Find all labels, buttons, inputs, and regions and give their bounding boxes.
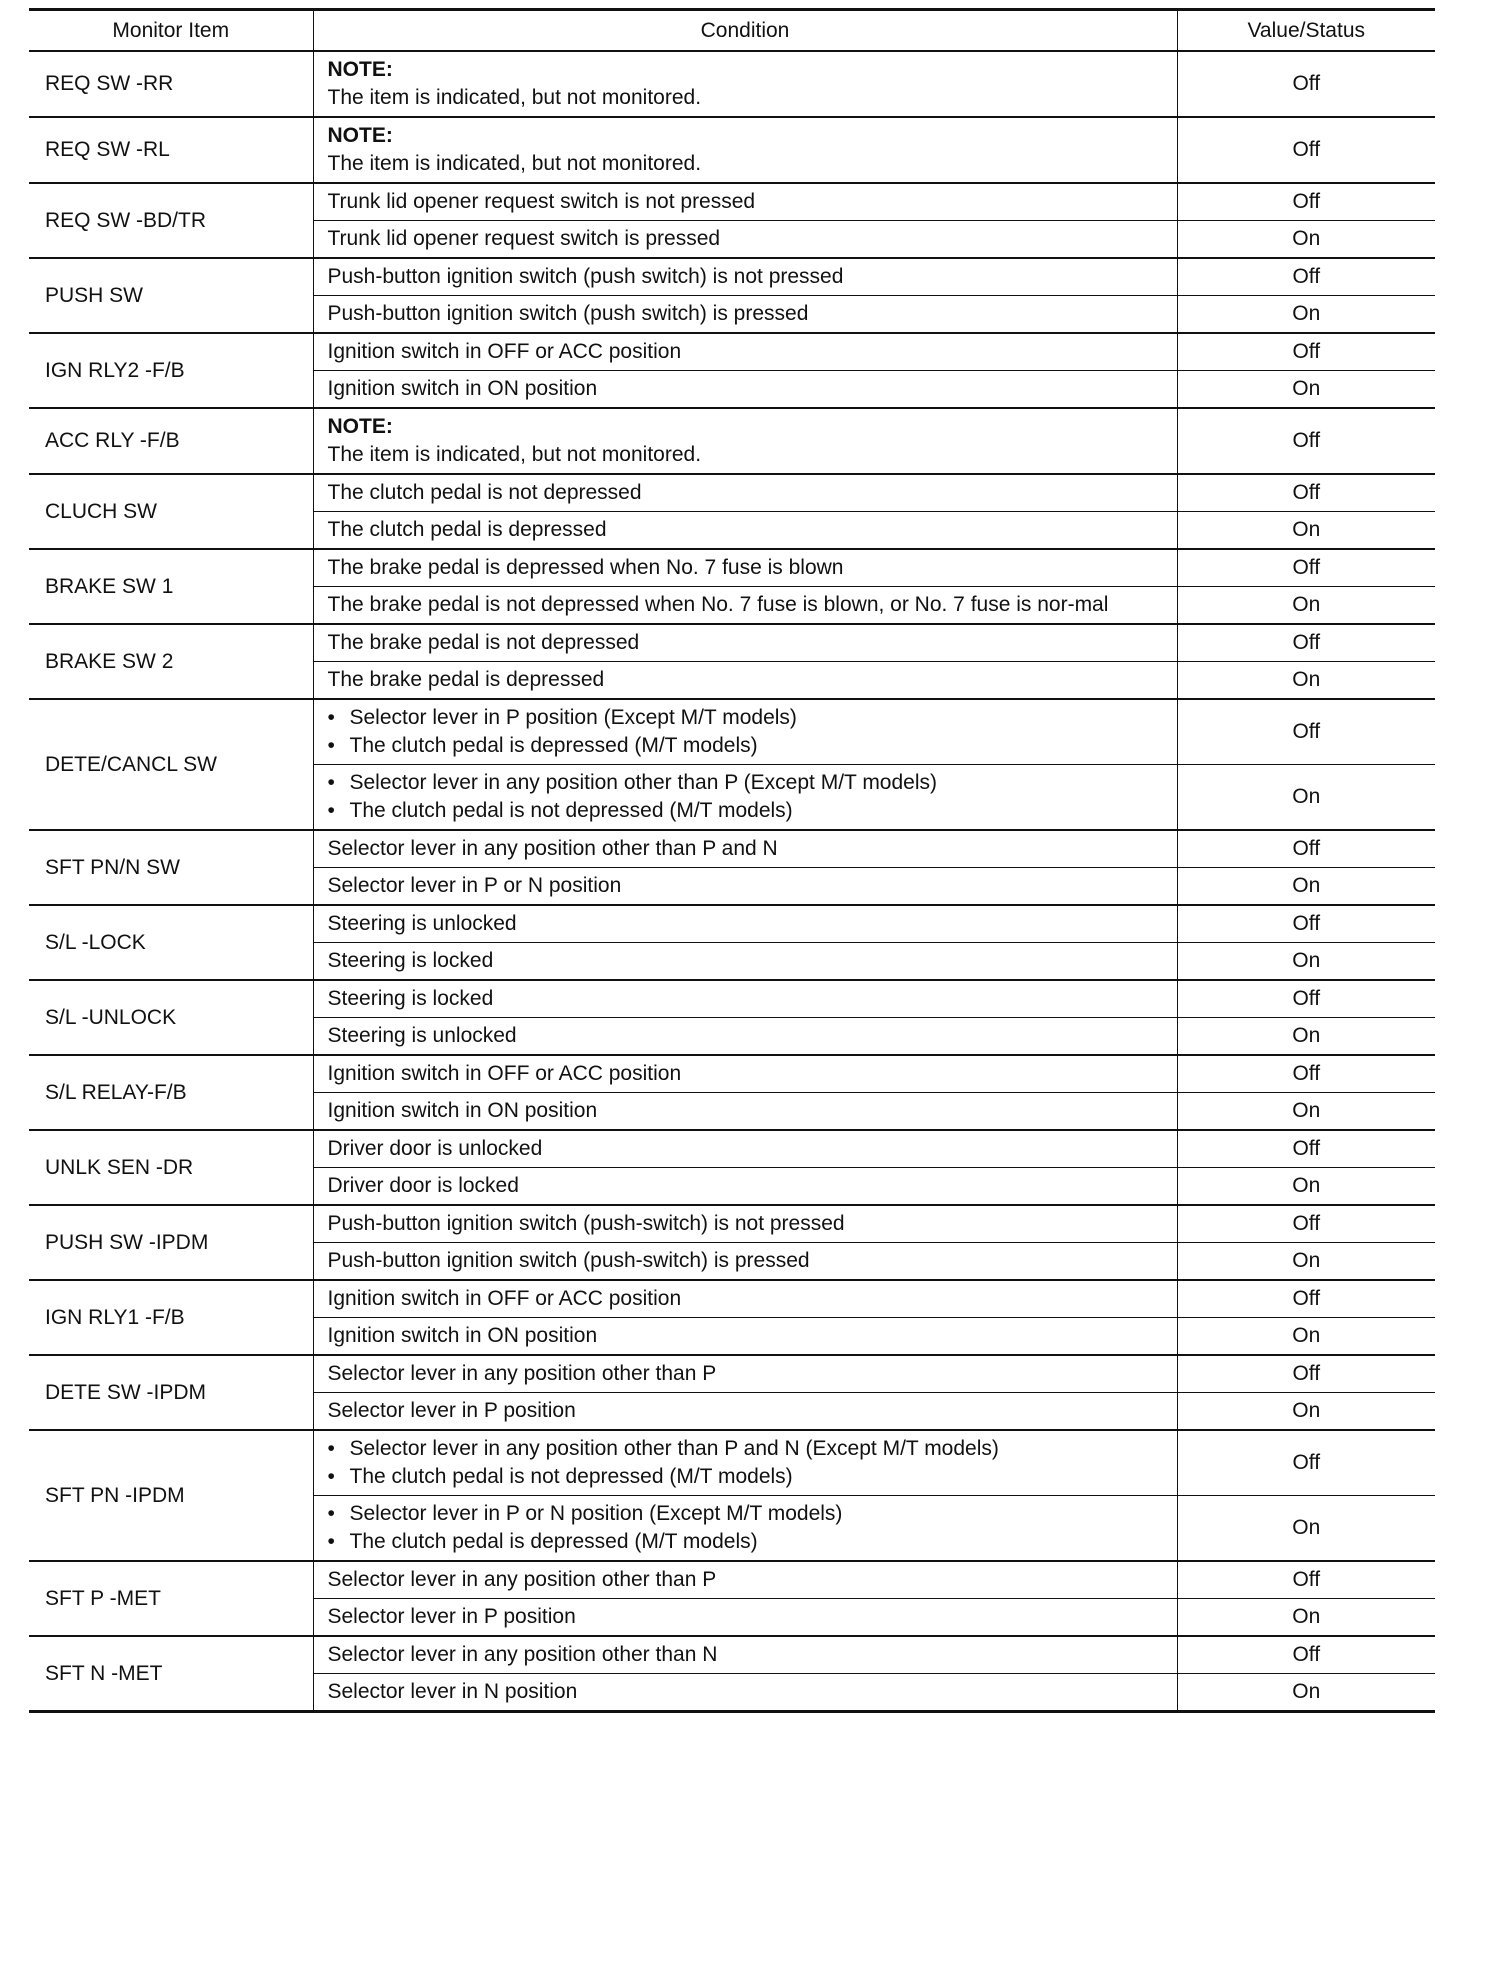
header-value-status: Value/Status xyxy=(1177,10,1435,52)
bullet-icon: • xyxy=(327,771,335,794)
table-row xyxy=(29,624,1435,662)
bullet-text: Selector lever in any position other than P and N (Except M/T models) xyxy=(349,1437,999,1460)
condition-cell xyxy=(313,1430,1177,1496)
condition-cell xyxy=(313,1636,1177,1674)
bullet-item xyxy=(328,797,1163,825)
bullet-item xyxy=(328,1528,1163,1556)
bullet-item xyxy=(328,1463,1163,1491)
monitor-item-cell: IGN RLY1 -F/B xyxy=(29,1280,313,1355)
value-status-cell: On xyxy=(1177,1168,1435,1206)
table-row xyxy=(29,699,1435,765)
condition-cell xyxy=(313,662,1177,700)
condition-text: The clutch pedal is depressed xyxy=(327,518,607,541)
value-status-cell: On xyxy=(1177,662,1435,700)
condition-cell xyxy=(313,1355,1177,1393)
bullet-text: Selector lever in P or N position (Except M/T models) xyxy=(349,1502,843,1525)
monitor-item-cell: REQ SW -RR xyxy=(45,72,174,95)
table-row xyxy=(29,117,1435,183)
monitor-item-cell: REQ SW -BD/TR xyxy=(29,183,313,258)
monitor-item-cell: SFT P -MET xyxy=(29,1561,313,1636)
value-status-cell: Off xyxy=(1177,549,1435,587)
condition-cell xyxy=(313,1093,1177,1131)
value-status-cell: Off xyxy=(1177,474,1435,512)
value-status-cell: On xyxy=(1177,765,1435,831)
condition-text: Driver door is locked xyxy=(327,1174,519,1197)
value-status-cell: On xyxy=(1177,1496,1435,1562)
condition-text: Selector lever in any position other than P xyxy=(327,1362,717,1385)
monitor-item-cell: UNLK SEN -DR xyxy=(29,1130,313,1205)
condition-cell xyxy=(313,699,1177,765)
condition-cell xyxy=(313,258,1177,296)
value-status-cell: On xyxy=(1177,512,1435,550)
monitor-item-cell: S/L -UNLOCK xyxy=(29,980,313,1055)
monitor-item-cell: CLUCH SW xyxy=(29,474,313,549)
bullet-text: Selector lever in P position (Except M/T models) xyxy=(349,706,797,729)
condition-cell xyxy=(313,474,1177,512)
condition-cell xyxy=(313,943,1177,981)
monitor-item-cell: DETE SW -IPDM xyxy=(29,1355,313,1430)
table-row xyxy=(29,1636,1435,1674)
value-status-cell: Off xyxy=(1177,1130,1435,1168)
condition-text: The clutch pedal is not depressed xyxy=(327,481,642,504)
monitor-item-cell: PUSH SW xyxy=(29,258,313,333)
value-status-cell: Off xyxy=(1177,1280,1435,1318)
value-status-cell: Off xyxy=(1177,830,1435,868)
monitor-item-cell: SFT PN -IPDM xyxy=(29,1430,313,1561)
value-status-cell: On xyxy=(1177,943,1435,981)
bullet-item xyxy=(328,769,1163,797)
condition-cell xyxy=(313,51,1177,117)
bullet-item xyxy=(328,1435,1163,1463)
table-row xyxy=(29,474,1435,512)
condition-text: The brake pedal is not depressed xyxy=(327,631,640,654)
condition-text: Selector lever in P position xyxy=(327,1605,576,1628)
condition-cell xyxy=(313,980,1177,1018)
value-status-cell: On xyxy=(1177,221,1435,259)
table-row xyxy=(29,183,1435,221)
condition-text: Push-button ignition switch (push switch) is pressed xyxy=(327,302,809,325)
condition-cell xyxy=(313,587,1177,625)
value-status-cell: Off xyxy=(1177,258,1435,296)
table-row xyxy=(29,1130,1435,1168)
condition-text: The item is indicated, but not monitored. xyxy=(327,86,702,109)
table-row xyxy=(29,830,1435,868)
value-status-cell: Off xyxy=(1177,333,1435,371)
value-status-cell: Off xyxy=(1177,51,1435,117)
condition-cell xyxy=(313,371,1177,409)
bullet-text: The clutch pedal is not depressed (M/T models) xyxy=(349,1465,793,1488)
bullet-icon: • xyxy=(327,799,335,822)
condition-cell xyxy=(313,296,1177,334)
value-status-cell: Off xyxy=(1177,1636,1435,1674)
value-status-cell: Off xyxy=(1177,1205,1435,1243)
value-status-cell: On xyxy=(1177,1318,1435,1356)
condition-text: Selector lever in P position xyxy=(327,1399,576,1422)
condition-text: Steering is unlocked xyxy=(327,912,517,935)
value-status-cell: On xyxy=(1177,587,1435,625)
table-row xyxy=(29,258,1435,296)
table-body xyxy=(29,51,1435,1712)
table-row xyxy=(29,980,1435,1018)
value-status-cell: Off xyxy=(1177,117,1435,183)
value-status-cell: Off xyxy=(1177,1561,1435,1599)
monitor-item-cell: DETE/CANCL SW xyxy=(29,699,313,830)
value-status-cell: On xyxy=(1177,1393,1435,1431)
value-status-cell: Off xyxy=(1177,905,1435,943)
condition-text: Selector lever in any position other than P xyxy=(327,1568,717,1591)
condition-cell xyxy=(313,624,1177,662)
condition-cell xyxy=(313,1280,1177,1318)
bullet-text: Selector lever in any position other than P (Except M/T models) xyxy=(349,771,938,794)
condition-cell xyxy=(313,1205,1177,1243)
value-status-cell: On xyxy=(1177,296,1435,334)
condition-text: The item is indicated, but not monitored. xyxy=(327,443,702,466)
bullet-item xyxy=(328,1500,1163,1528)
condition-text: Ignition switch in ON position xyxy=(327,1324,598,1347)
condition-text: Trunk lid opener request switch is not pressed xyxy=(327,190,756,213)
value-status-cell: Off xyxy=(1177,699,1435,765)
value-status-cell: On xyxy=(1177,868,1435,906)
condition-cell xyxy=(313,221,1177,259)
table-row xyxy=(29,1355,1435,1393)
condition-cell xyxy=(313,333,1177,371)
table-row xyxy=(29,1280,1435,1318)
table-row xyxy=(29,1205,1435,1243)
condition-text: Steering is unlocked xyxy=(327,1024,517,1047)
value-status-cell: On xyxy=(1177,371,1435,409)
condition-cell xyxy=(313,1674,1177,1712)
condition-text: Ignition switch in ON position xyxy=(327,377,598,400)
value-status-cell: Off xyxy=(1177,980,1435,1018)
condition-text: Ignition switch in ON position xyxy=(327,1099,598,1122)
condition-cell xyxy=(313,117,1177,183)
monitor-item-cell: SFT PN/N SW xyxy=(29,830,313,905)
condition-text: Selector lever in P or N position xyxy=(327,874,622,897)
table-row xyxy=(29,333,1435,371)
condition-cell xyxy=(313,1018,1177,1056)
note-label: NOTE: xyxy=(327,58,393,81)
bullet-icon: • xyxy=(327,1502,335,1525)
condition-cell xyxy=(313,830,1177,868)
note-label: NOTE: xyxy=(327,124,393,147)
value-status-cell: On xyxy=(1177,1018,1435,1056)
condition-text: Trunk lid opener request switch is pressed xyxy=(327,227,721,250)
condition-text: The brake pedal is depressed when No. 7 fuse is blown xyxy=(327,556,844,579)
condition-cell xyxy=(313,512,1177,550)
table-row xyxy=(29,1055,1435,1093)
condition-text: The item is indicated, but not monitored. xyxy=(327,152,702,175)
condition-cell xyxy=(313,868,1177,906)
value-status-cell: On xyxy=(1177,1093,1435,1131)
condition-cell xyxy=(313,765,1177,831)
condition-text: Steering is locked xyxy=(327,987,494,1010)
condition-cell xyxy=(313,1318,1177,1356)
condition-cell xyxy=(313,905,1177,943)
header-condition: Condition xyxy=(313,10,1177,52)
monitor-item-cell: S/L -LOCK xyxy=(29,905,313,980)
condition-cell xyxy=(313,1168,1177,1206)
condition-cell xyxy=(313,1561,1177,1599)
value-status-cell: On xyxy=(1177,1599,1435,1637)
condition-cell xyxy=(313,1243,1177,1281)
monitor-item-table xyxy=(29,8,1435,1713)
header-monitor-item: Monitor Item xyxy=(29,10,313,52)
value-status-cell: Off xyxy=(1177,408,1435,474)
condition-cell xyxy=(313,549,1177,587)
value-status-cell: Off xyxy=(1177,624,1435,662)
condition-text: Ignition switch in OFF or ACC position xyxy=(327,340,682,363)
bullet-icon: • xyxy=(327,706,335,729)
table-row xyxy=(29,1430,1435,1496)
bullet-text: The clutch pedal is depressed (M/T models) xyxy=(349,734,758,757)
condition-text: The brake pedal is not depressed when No. 7 fuse is blown, or No. 7 fuse is nor-mal xyxy=(327,593,1109,616)
bullet-icon: • xyxy=(327,1530,335,1553)
value-status-cell: Off xyxy=(1177,1355,1435,1393)
value-status-cell: Off xyxy=(1177,1430,1435,1496)
condition-cell xyxy=(313,1393,1177,1431)
table-row xyxy=(29,549,1435,587)
condition-cell xyxy=(313,1055,1177,1093)
value-status-cell: On xyxy=(1177,1674,1435,1712)
bullet-item xyxy=(328,704,1163,732)
monitor-item-cell: SFT N -MET xyxy=(29,1636,313,1712)
condition-text: The brake pedal is depressed xyxy=(327,668,605,691)
condition-cell xyxy=(313,1130,1177,1168)
condition-cell xyxy=(313,1599,1177,1637)
table-row xyxy=(29,905,1435,943)
table-row xyxy=(29,51,1435,117)
condition-text: Push-button ignition switch (push switch) is not pressed xyxy=(327,265,844,288)
bullet-text: The clutch pedal is depressed (M/T models) xyxy=(349,1530,758,1553)
condition-text: Ignition switch in OFF or ACC position xyxy=(327,1062,682,1085)
condition-text: Ignition switch in OFF or ACC position xyxy=(327,1287,682,1310)
monitor-item-cell: ACC RLY -F/B xyxy=(29,408,313,474)
monitor-item-cell: REQ SW -RL xyxy=(29,117,313,183)
monitor-item-cell: BRAKE SW 2 xyxy=(29,624,313,699)
value-status-cell: Off xyxy=(1177,1055,1435,1093)
table-row xyxy=(29,408,1435,474)
value-status-cell: Off xyxy=(1177,183,1435,221)
value-status-cell: On xyxy=(1177,1243,1435,1281)
bullet-text: The clutch pedal is not depressed (M/T models) xyxy=(349,799,793,822)
monitor-item-cell: PUSH SW -IPDM xyxy=(29,1205,313,1280)
condition-text: Selector lever in N position xyxy=(327,1680,578,1703)
header-row xyxy=(29,10,1435,52)
monitor-item-cell: IGN RLY2 -F/B xyxy=(29,333,313,408)
bullet-icon: • xyxy=(327,1465,335,1488)
monitor-item-cell: BRAKE SW 1 xyxy=(29,549,313,624)
note-label: NOTE: xyxy=(327,415,393,438)
condition-cell xyxy=(313,183,1177,221)
monitor-item-cell: S/L RELAY-F/B xyxy=(29,1055,313,1130)
table-row xyxy=(29,1561,1435,1599)
condition-text: Steering is locked xyxy=(327,949,494,972)
condition-text: Selector lever in any position other than N xyxy=(327,1643,718,1666)
condition-text: Driver door is unlocked xyxy=(327,1137,543,1160)
bullet-icon: • xyxy=(327,734,335,757)
condition-text: Push-button ignition switch (push-switch) is pressed xyxy=(327,1249,810,1272)
condition-cell xyxy=(313,1496,1177,1562)
bullet-item xyxy=(328,732,1163,760)
condition-cell xyxy=(313,408,1177,474)
bullet-icon: • xyxy=(327,1437,335,1460)
condition-text: Push-button ignition switch (push-switch) is not pressed xyxy=(327,1212,845,1235)
condition-text: Selector lever in any position other than P and N xyxy=(327,837,778,860)
